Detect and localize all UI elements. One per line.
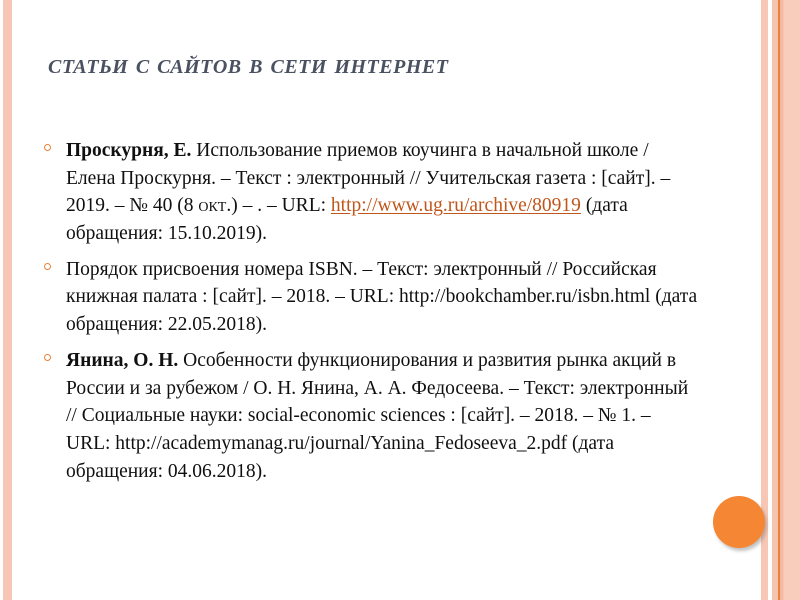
reference-author: Янина, О. Н. [66, 349, 179, 371]
reference-text-part-2: (дата обращения: 04.06.2018). [66, 432, 614, 482]
reference-text-part-1: Особенности функционирования и развития рынка акций в России и за рубежом / О. Н. Янина, А. А. Федосеева. – Текст: электронный // Социальные науки: social-economic sciences : [сайт]. – 2018. – № 1. – URL: [66, 349, 689, 454]
orange-circle-decoration [713, 496, 765, 548]
slide-title: статьи с сайтов в сети интернет [48, 49, 449, 80]
bullet-circle-icon [44, 144, 51, 151]
bullet-circle-icon [44, 263, 51, 270]
right-decorative-band [772, 0, 800, 600]
reference-text-part-1: Порядок присвоения номера ISBN. – Текст: электронный // Российская книжная палата : [сайт]. – 2018. – URL: [66, 258, 657, 308]
reference-text-part-1: Использование приемов коучинга в начальной школе / Елена Проскурня. – Текст : электронный // Учительская газета : [сайт]. – 2019. – № 40 (8 [66, 140, 671, 217]
list-item [38, 137, 698, 248]
reference-text-part-2: (дата обращения: 22.05.2018). [66, 286, 698, 336]
bullet-circle-icon [44, 354, 51, 361]
left-decorative-stripe [3, 0, 12, 600]
right-accent-line [778, 0, 780, 600]
reference-author: Проскурня, Е. [66, 140, 192, 161]
reference-url-plain: http://bookchamber.ru/isbn.html [399, 286, 651, 308]
reference-hyperlink[interactable]: http://www.ug.ru/archive/80919 [330, 195, 581, 217]
reference-list [38, 137, 698, 485]
reference-month-abbrev: окт. [198, 195, 232, 217]
list-item [38, 256, 698, 339]
list-item [38, 347, 698, 485]
reference-text-part-3: (дата обращения: 15.10.2019). [66, 195, 628, 245]
reference-text-part-2: ) – . – URL: [231, 195, 331, 217]
reference-url-plain: http://academymanag.ru/journal/Yanina_Fedoseeva_2.pdf [115, 432, 568, 454]
